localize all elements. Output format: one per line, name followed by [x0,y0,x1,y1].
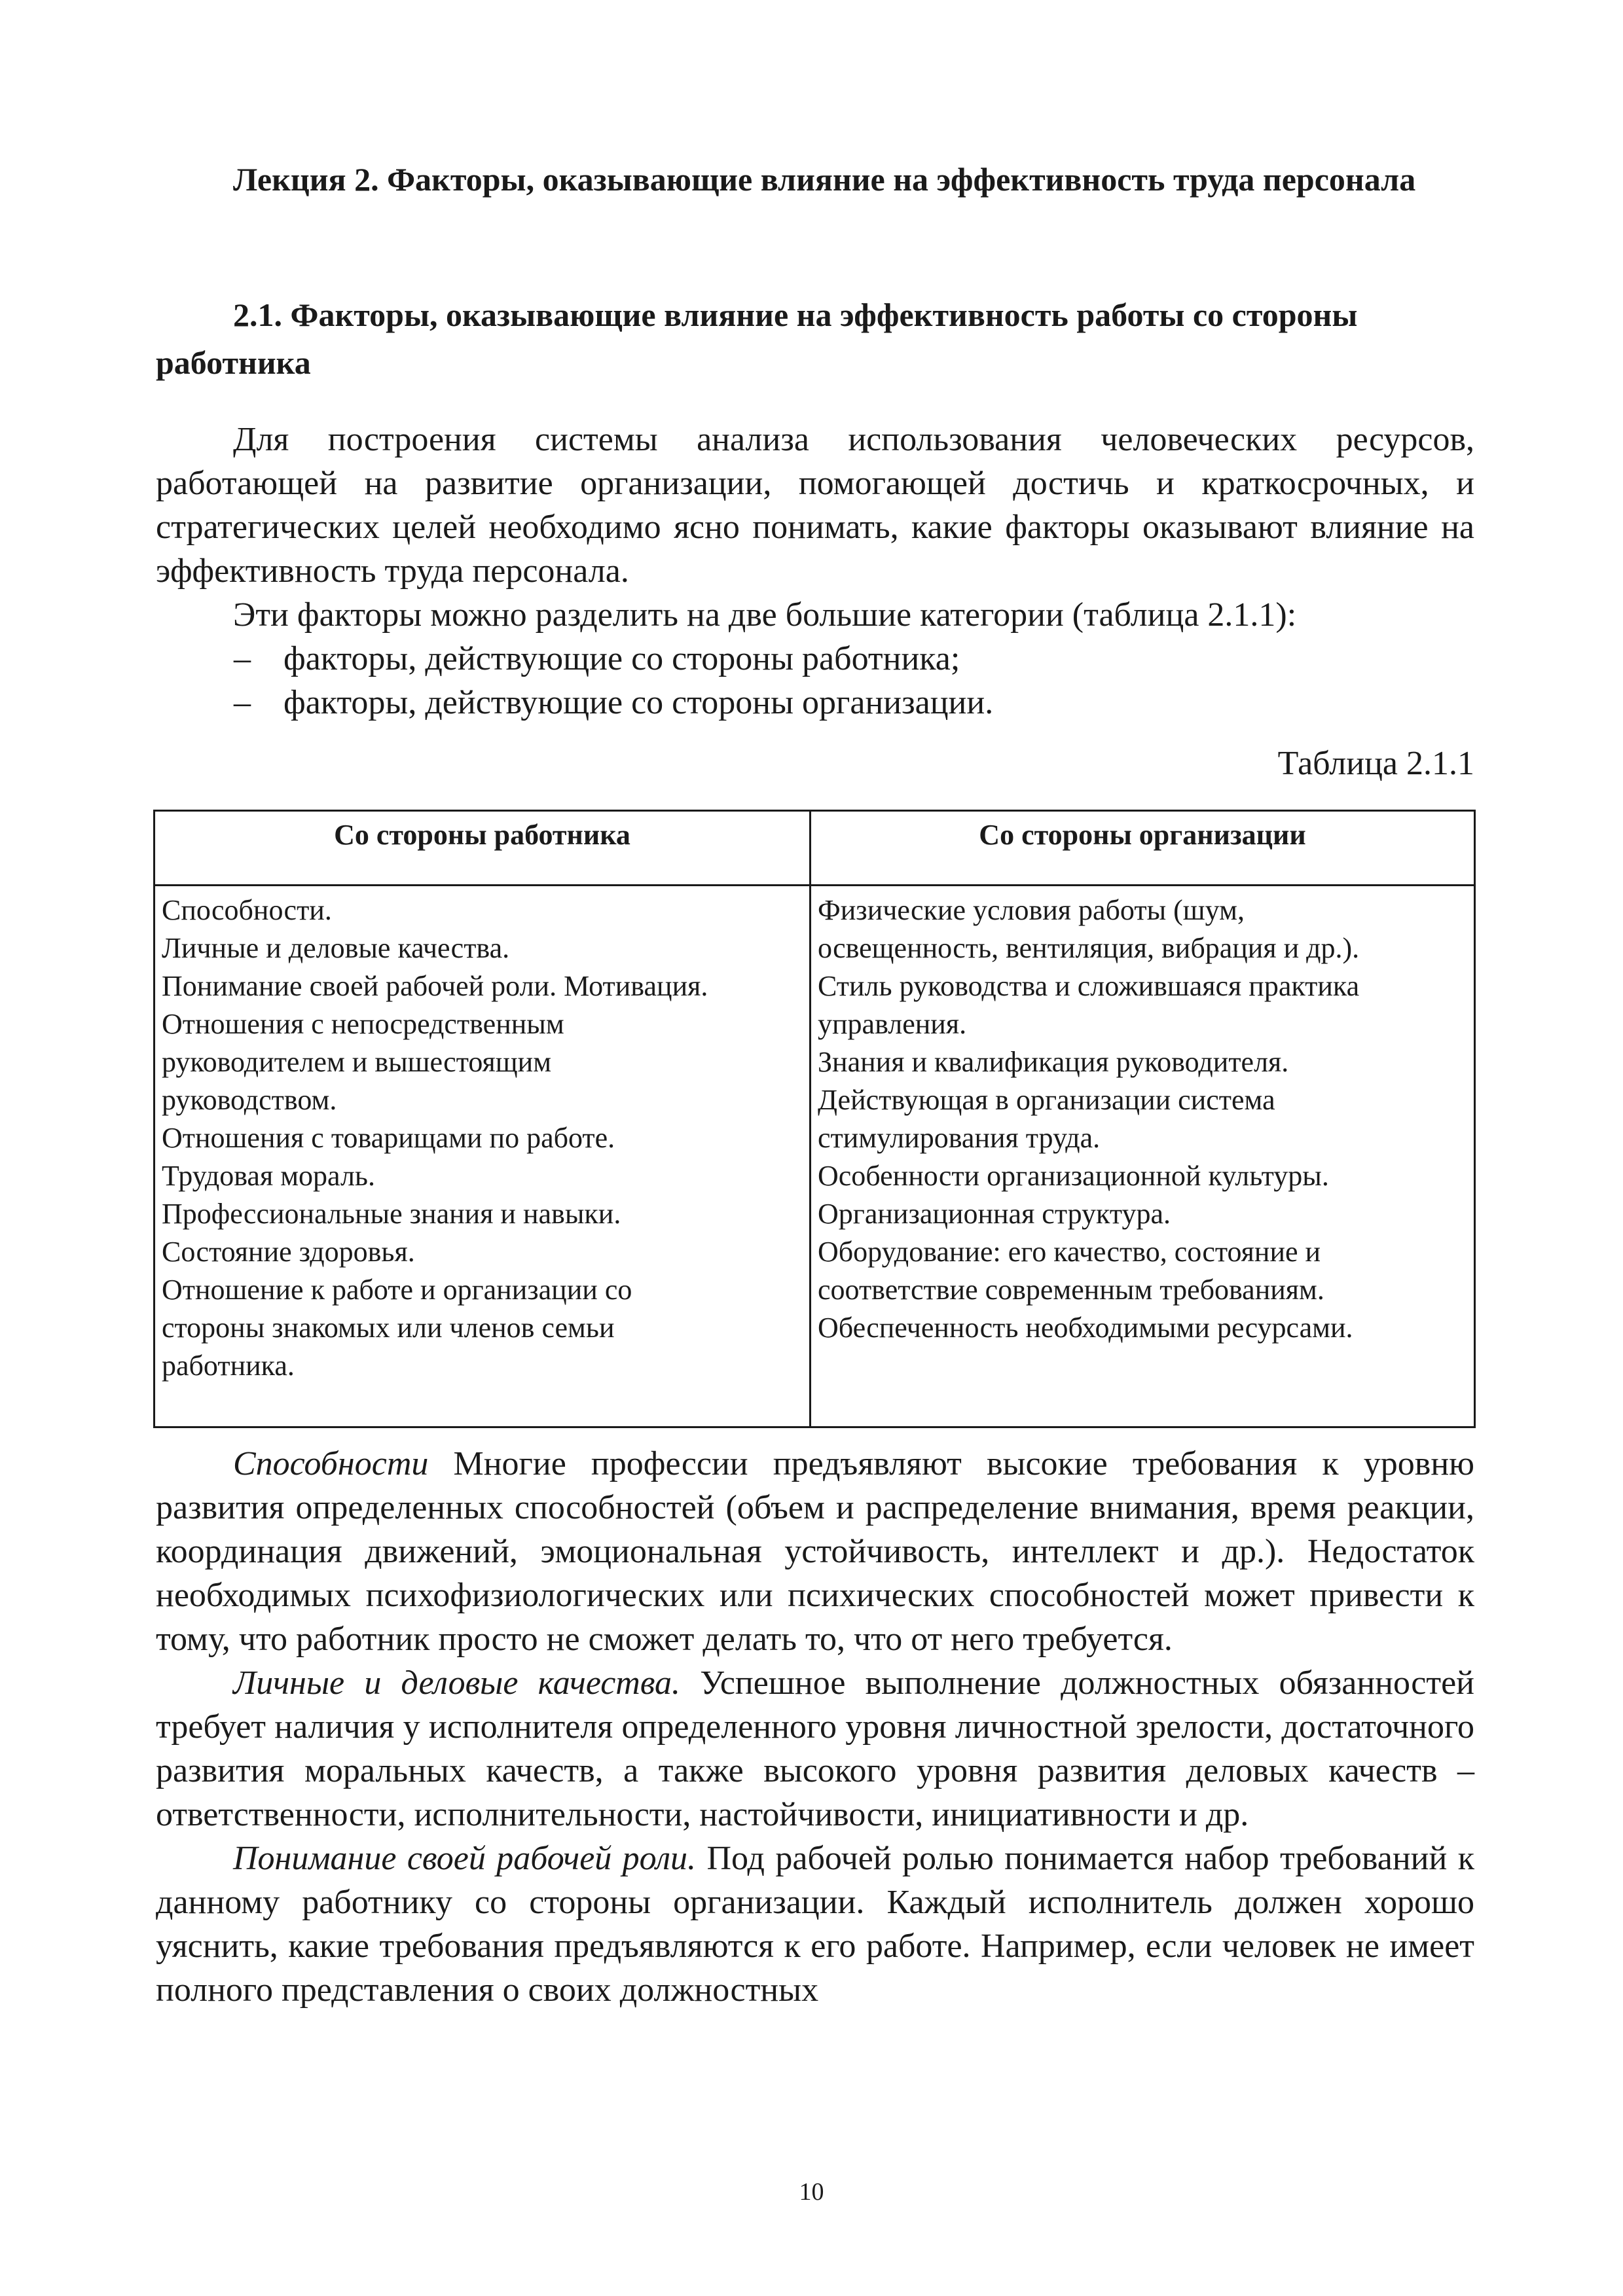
paragraph-text: Многие профессии предъявляют высокие требования к уровню развития определенных способностей (объем и распределение внимания, время реакции, координация движений, эмоциональная устойчивость, интеллект и др.). Недостаток необходимых психофизиологических или психических способностей может привести к тому, что работник просто не сможет делать то, что от него требуется. [156,1445,1474,1658]
factor-line: стимулирования труда. [818,1122,1101,1154]
intro-paragraph: Для построения системы анализа использования человеческих ресурсов, работающей на развитие организации, помогающей достичь и краткосрочных, и стратегических целей необходимо ясно понимать, какие факторы оказывают влияние на эффективность труда персонала. [156,421,1474,590]
factor-line: Состояние здоровья. [162,1236,415,1268]
paragraph-personal-qualities [156,1661,1474,1837]
factor-line: соответствие современным требованиям. [818,1274,1324,1306]
paragraph-text: Успешное выполнение должностных обязанностей требует наличия у исполнителя определенного уровня личностной зрелости, достаточного развития моральных качеств, а также высокого уровня развития деловых качеств – ответственности, исполнительности, настойчивости, инициативности и др. [156,1664,1474,1833]
factor-line: Знания и квалификация руководителя. [818,1046,1289,1078]
paragraph-work-role [156,1837,1474,2012]
paragraph-term: Способности [233,1445,429,1482]
factor-line: Отношения с товарищами по работе. [162,1122,615,1154]
factor-line: Профессиональные знания и навыки. [162,1198,621,1230]
intro-block [156,418,1474,725]
factor-line: Трудовая мораль. [162,1160,375,1192]
factor-line: освещенность, вентиляция, вибрация и др.). [818,932,1360,964]
list-marker: – [234,684,251,721]
factor-line: Способности. [162,894,332,926]
factor-line: Отношение к работе и организации со [162,1274,632,1306]
header-organization: Со стороны организации [811,811,1475,886]
body-paragraphs [156,1442,1474,2012]
page-number: 10 [799,2178,824,2206]
factor-line: руководством. [162,1084,337,1116]
factor-line: Физические условия работы (шум, [818,894,1245,926]
list-item-text: факторы, действующие со стороны организации. [283,684,994,721]
factor-line: управления. [818,1008,967,1040]
factor-line: руководителем и вышестоящим [162,1046,552,1078]
organization-factors-cell [811,886,1475,1427]
list-marker: – [234,640,251,677]
header-employee: Со стороны работника [155,811,811,886]
factor-line: Обеспеченность необходимыми ресурсами. [818,1312,1353,1344]
table-header-row [155,811,1475,886]
paragraph-term: Понимание своей рабочей роли. [233,1840,697,1877]
factor-line: Понимание своей рабочей роли. Мотивация. [162,970,708,1002]
factor-line: Организационная структура. [818,1198,1171,1230]
table-row [155,886,1475,1427]
paragraph-term: Личные и деловые качества. [233,1664,681,1702]
list-item [156,637,1474,681]
factor-line: стороны знакомых или членов семьи [162,1312,615,1344]
list-item [156,681,1474,725]
factor-line: Стиль руководства и сложившаяся практика [818,970,1360,1002]
factor-line: Отношения с непосредственным [162,1008,564,1040]
paragraph-abilities [156,1442,1474,1661]
factors-table [153,810,1476,1428]
table-caption: Таблица 2.1.1 [1277,745,1474,782]
categories-list [156,637,1474,725]
categories-sentence: Эти факторы можно разделить на две большие категории (таблица 2.1.1): [233,596,1297,634]
factor-line: Особенности организационной культуры. [818,1160,1329,1192]
paragraph-text: Под рабочей ролью понимается набор требований к данному работнику со стороны организации. Каждый исполнитель должен хорошо уяснить, какие требования предъявляются к его работе. Например, если человек не имеет полного представления о своих должностных [156,1840,1474,2009]
factor-line: Оборудование: его качество, состояние и [818,1236,1321,1268]
factor-line: работника. [162,1350,295,1382]
factor-line: Действующая в организации система [818,1084,1275,1116]
factor-line: Личные и деловые качества. [162,932,510,964]
lecture-title: Лекция 2. Факторы, оказывающие влияние на эффективность труда персонала [233,161,1416,198]
list-item-text: факторы, действующие со стороны работника; [283,640,960,677]
section-title: 2.1. Факторы, оказывающие влияние на эффективность работы со стороны работника [156,296,1358,381]
employee-factors-cell [155,886,811,1427]
